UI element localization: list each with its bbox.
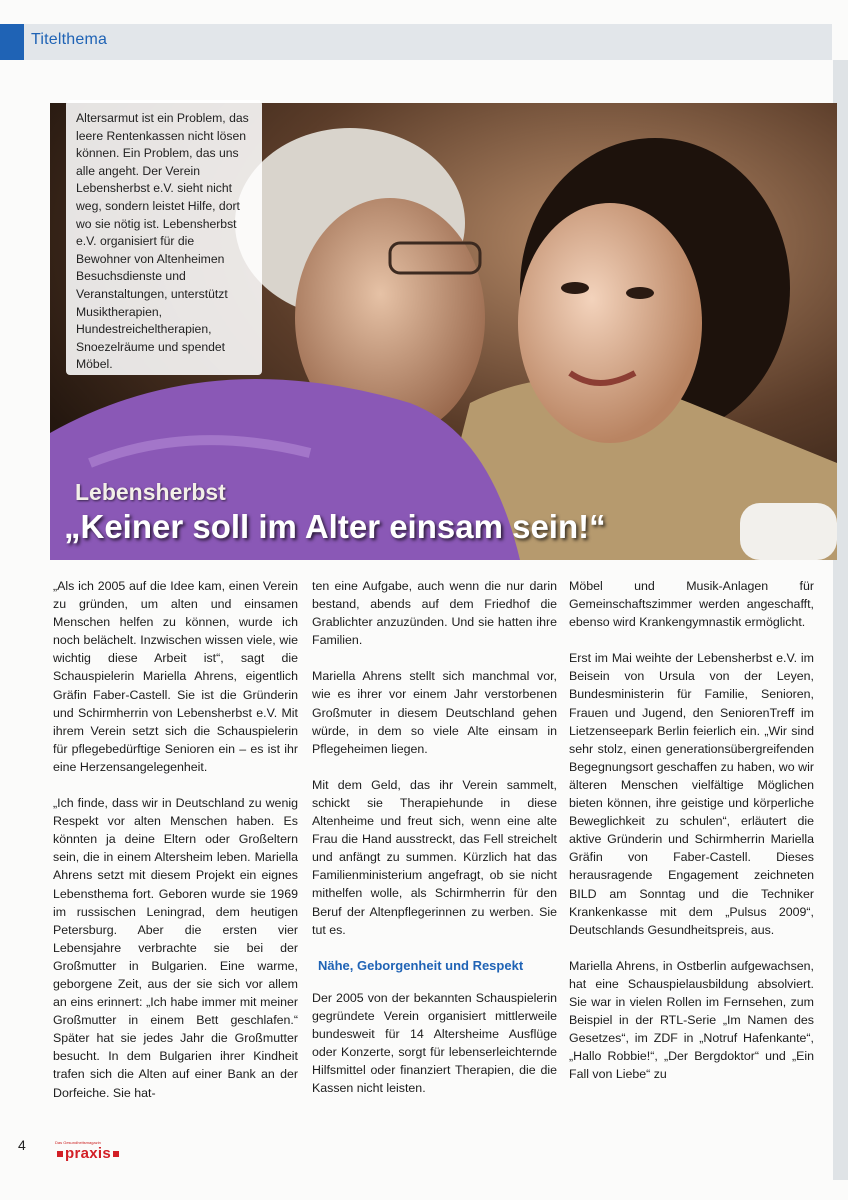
text-column-1 [53, 577, 298, 1120]
paragraph: Erst im Mai weihte der Lebensherbst e.V. im Beisein von Ursula von der Leyen, Bundesministerin für Familie, Senioren, Frauen und Jugend, den SeniorenTreff im Lietzenseepark Berlin feierlich ein. „Wir sind sehr stolz, einen generationsübergreifenden Begegnungsort geschaffen zu haben, wo wir älteren Menschen vielfältige Möglichen bieten können, ihre geistige und körperliche Beweglichkeit zu schulen“, erläutert die aktive Gründerin und Schirmherrin Mariella Gräfin von Faber-Castell. Dieses herausragende Engagement zeichneten BILD am Sonntag und die Techniker Krankenkasse mit dem „Pulsus 2009“, Deutschlands Gesundheitspreis, aus. [569, 651, 814, 937]
paragraph: „Als ich 2005 auf die Idee kam, einen Verein zu gründen, um alten und einsamen Menschen helfen zu können, wurde ich noch belächelt. Inzwischen wissen viele, wie wichtig diese Arbeit ist“, sagt die Schauspielerin Mariella Ahrens, eigentlich Gräfin Faber-Castell. Sie ist die Gründerin und Schirmherrin von Lebensherbst e.V. Mit ihrem Verein setzt sich die Schauspielerin für pflegebedürftige Senioren ein – es ist ihr eine Herzensangelegenheit. [53, 579, 298, 774]
article-headline: „Keiner soll im Alter einsam sein!“ [64, 508, 606, 545]
paragraph: „Ich finde, dass wir in Deutschland zu wenig Respekt vor alten Menschen haben. Es könnten ja deine Eltern oder Großeltern sein, die in einem Altersheim leben. Mariella Ahrens setzt mit diesem Projekt ein eignes Lebensthema fort. Geboren wurde sie 1969 im russischen Leningrad, dem heutigen Petersburg. Aber die ersten vier Lebensjahre verbrachte sie bei der Großmutter in Bulgarien. Eine warme, geborgene Zeit, aus der sie sich vor allem an eins erinnert: „Ich habe immer mit meiner Großmutter in einem Bett geschlafen.“ Später hat sie jedes Jahr die Großmutter besucht. In dem Bulgarien ihrer Kindheit trafen sich die Alten auf einer Bank an der Dorfeiche. Sie hat- [53, 796, 298, 1100]
brand-square-icon [113, 1151, 119, 1157]
subheading: Nähe, Geborgenheit und Respekt [318, 957, 524, 973]
header-band [0, 24, 832, 60]
paragraph: Mariella Ahrens stellt sich manchmal vor, wie es ihrer vor einem Jahr verstorbenen Großmuter in diesem Deutschland gehen würde, in dem so viele Alte einsam in Pflegeheimen liegen. [312, 669, 557, 756]
magazine-logo [55, 1140, 121, 1163]
intro-box [66, 100, 262, 375]
paragraph: ten eine Aufgabe, auch wenn die nur darin bestand, abends auf dem Friedhof die Grablichter anzuzünden. Und sie hatten ihre Familien. [312, 579, 557, 648]
text-column-3 [569, 577, 814, 1101]
intro-text: Altersarmut ist ein Problem, das leere Rentenkassen nicht lösen können. Ein Problem, das uns alle angeht. Der Verein Lebensherbst e.V. sieht nicht weg, sondern leistet Hilfe, dort wo sie nötig ist. Lebensherbst e.V. organisiert für die Bewohner von Altenheimen Besuchsdienste und Veranstaltungen, unterstützt Musiktherapien, Hundestreicheltherapien, Snoezelräume und spendet Möbel. [76, 111, 249, 372]
paragraph: Möbel und Musik-Anlagen für Gemeinschaftszimmer werden angeschafft, ebenso wird Krankengymnastik ermöglicht. [569, 579, 814, 630]
header-accent [0, 24, 24, 60]
text-column-2 [312, 577, 557, 1115]
brand-tagline: Das Gesundheitsmagazin [55, 1140, 101, 1145]
paragraph: Der 2005 von der bekannten Schauspielerin gegründete Verein organisiert mittlerweile bundesweit für 14 Altersheime Ausflüge oder Konzerte, sorgt für lebenserleichternde Hilfsmittel oder finanziert Therapien, die die Kassen nicht leisten. [312, 990, 557, 1096]
brand-name: praxis [65, 1145, 111, 1162]
brand-square-icon [57, 1151, 63, 1157]
paragraph: Mit dem Geld, das ihr Verein sammelt, schickt sie Therapiehunde in diese Altenheime und freut sich, wenn eine alte Frau die Hand ausstreckt, das Fell streichelt und anfängt zu summen. Kürzlich hat das Familienministerium angefragt, ob sie nicht mithelfen wolle, als Schirmherrin für den Beruf der Altenpflegerinnen zu werben. Sie tut es. [312, 777, 557, 937]
paragraph: Mariella Ahrens, in Ostberlin aufgewachsen, hat eine Schauspielausbildung absolviert. Sie war in vielen Rollen im Fernsehen, zum Beispiel in der RTL-Serie „Im Namen des Gesetzes“, im ZDF in „Notruf Hafenkante“, „Hallo Robbie!“, „Der Bergdoktor“ und „Ein Fall von Liebe“ zu [569, 958, 814, 1082]
article-kicker: Lebensherbst [75, 479, 226, 505]
page-number: 4 [18, 1137, 26, 1153]
section-label: Titelthema [31, 31, 108, 48]
